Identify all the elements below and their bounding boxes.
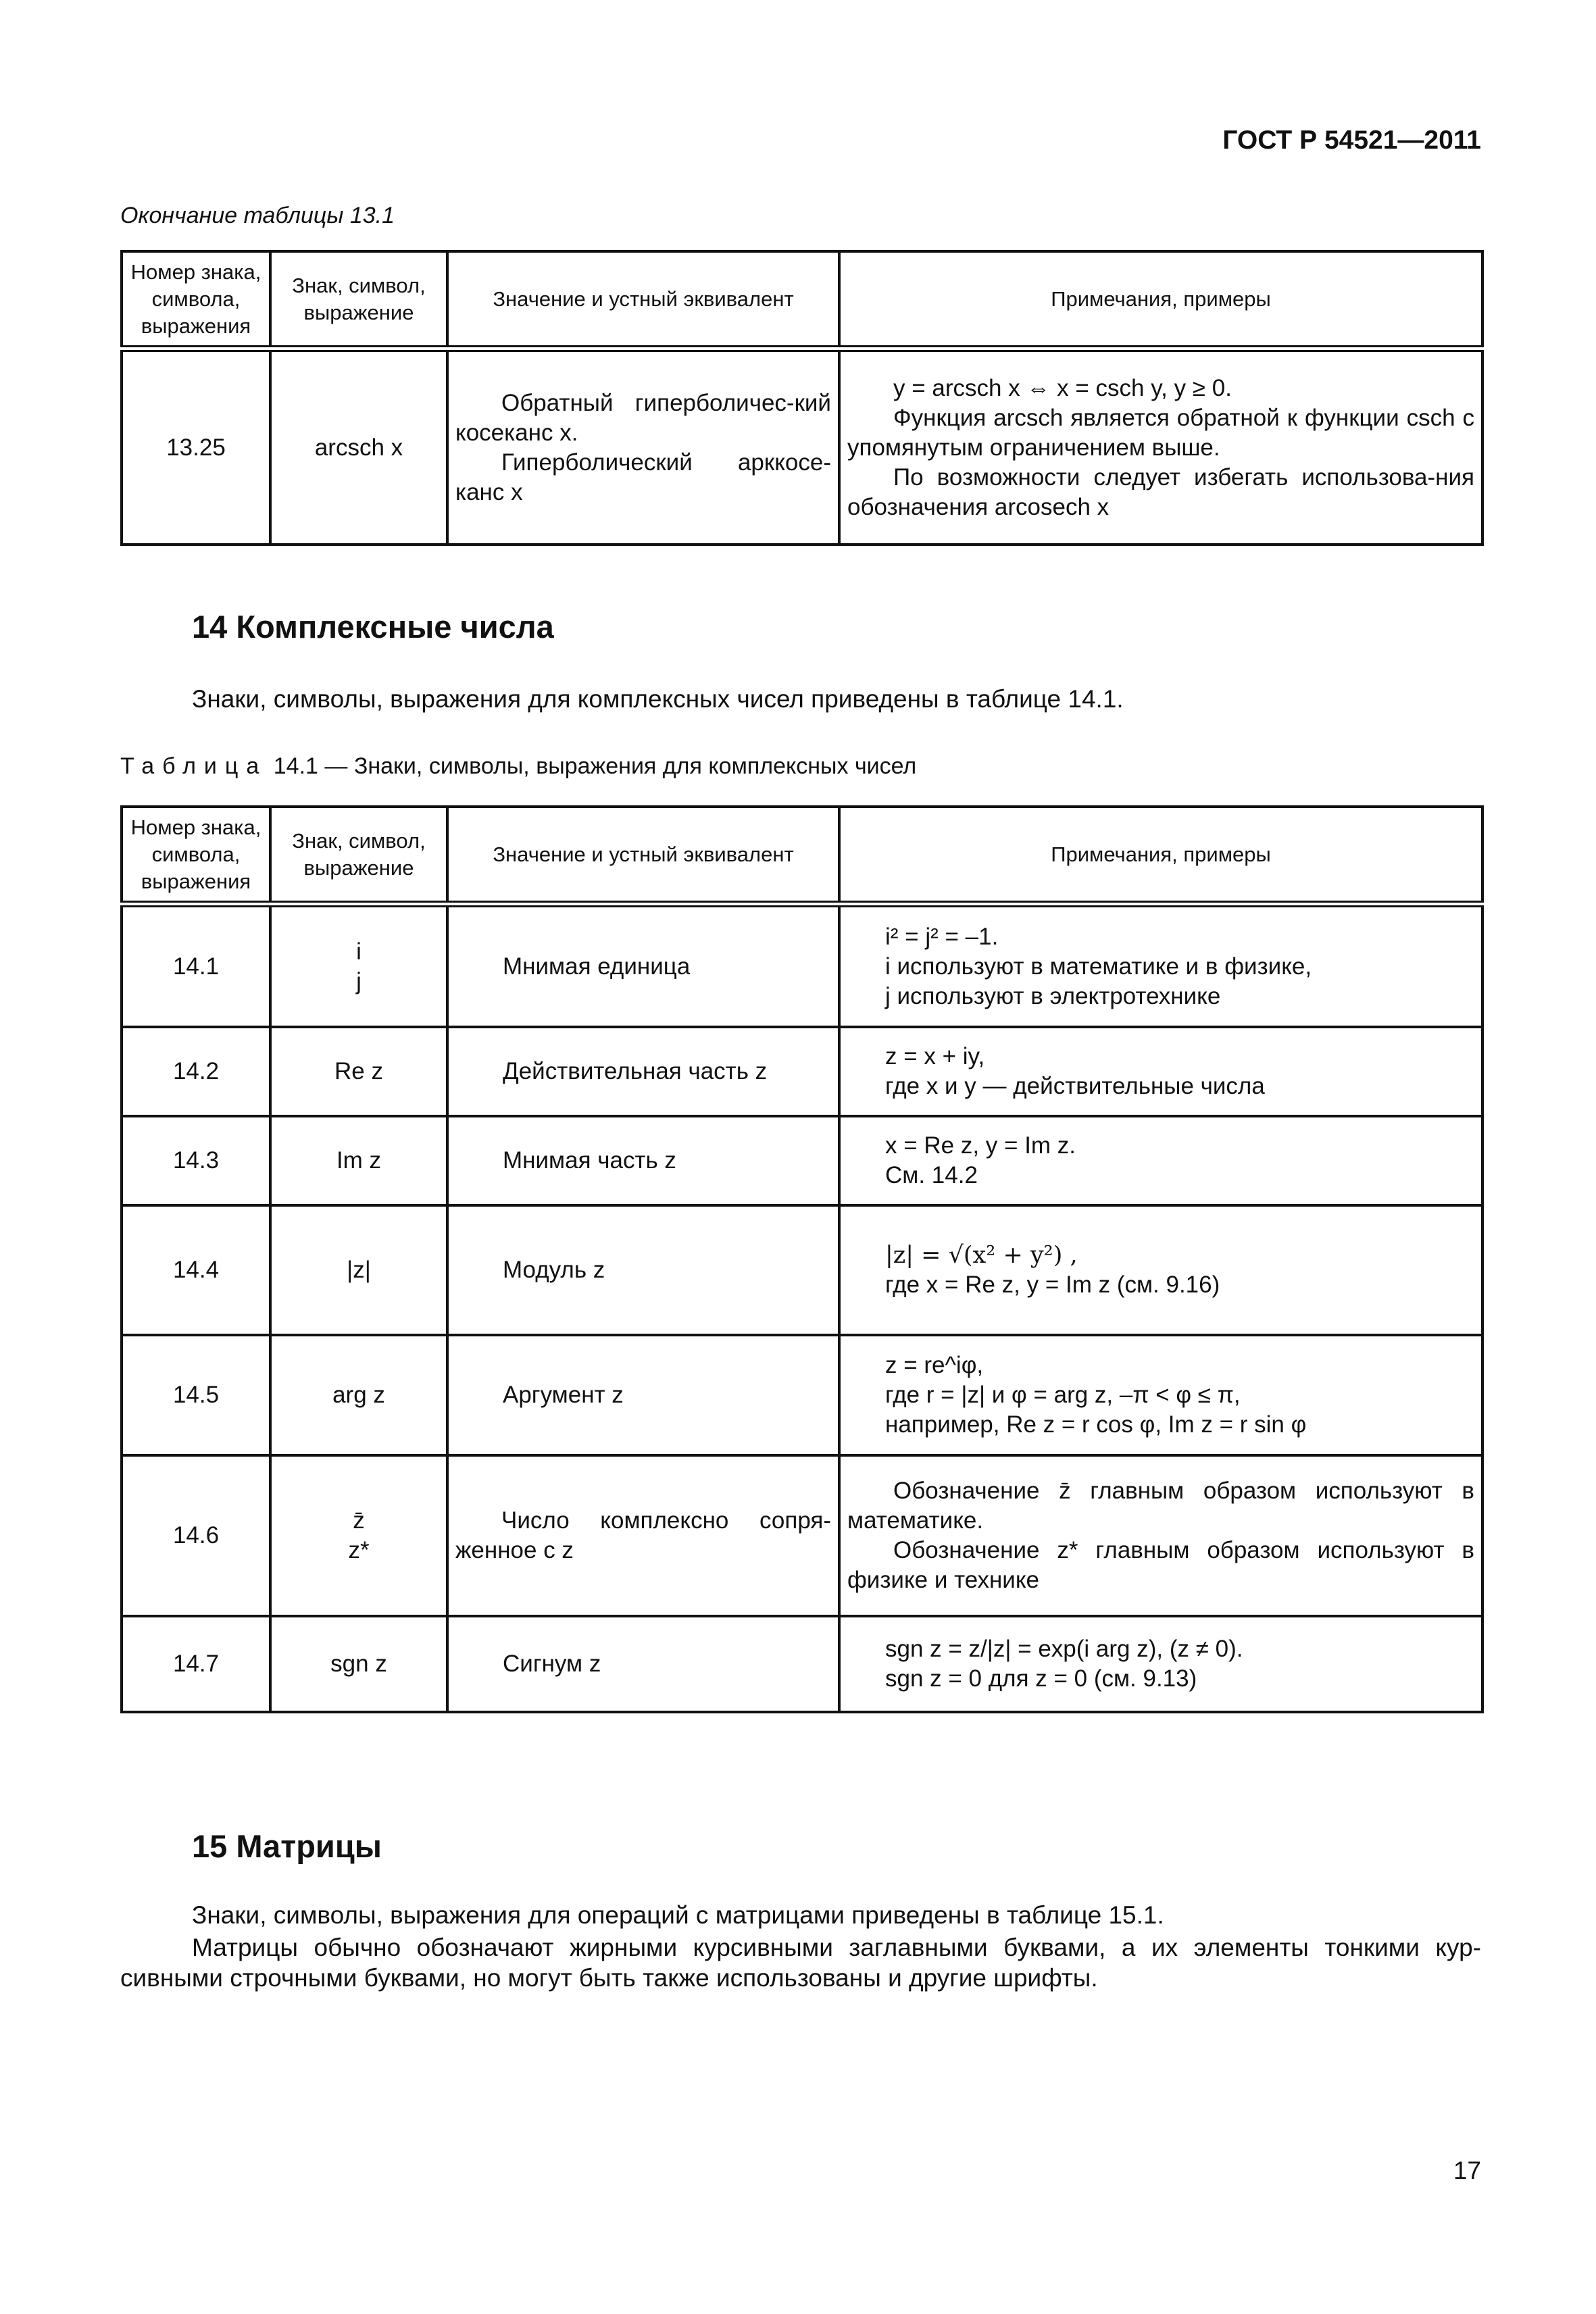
table-header-row xyxy=(122,807,1482,904)
row-number: 14.4 xyxy=(122,1205,270,1335)
table-14-1-caption xyxy=(120,753,916,780)
table-row xyxy=(122,1335,1482,1455)
note-line: z = re^iφ, xyxy=(885,1352,984,1378)
section-14-intro: Знаки, символы, выражения для комплексных чисел приведены в таблице 14.1. xyxy=(192,685,1124,713)
note-line: Функция arcsch является обратной к функции csch с упомянутым ограничением выше. xyxy=(847,404,1474,461)
table-row xyxy=(122,1616,1482,1712)
meaning-line: Число комплексно сопря-женное с z xyxy=(455,1507,831,1563)
table-header-row xyxy=(122,251,1482,349)
meaning-line: Обратный гиперболичес-кий косеканс x. xyxy=(455,389,831,446)
table-14-1 xyxy=(120,805,1484,1713)
note-line: См. 14.2 xyxy=(885,1162,978,1188)
section-15-paragraph: Знаки, символы, выражения для операций с матрицами приведены в таблице 15.1. xyxy=(192,1901,1164,1929)
row-sign: Im z xyxy=(270,1116,447,1205)
note-line: z = x + iy, xyxy=(885,1043,985,1070)
row-notes xyxy=(839,1027,1482,1116)
row-sign: sgn z xyxy=(270,1616,447,1712)
row-meaning xyxy=(447,349,839,545)
row-sign: |z| xyxy=(270,1205,447,1335)
sign-line: z* xyxy=(348,1537,370,1563)
col-header-sign: Знак, символ, выражение xyxy=(270,251,447,349)
col-header-notes: Примечания, примеры xyxy=(839,251,1482,349)
row-sign: Re z xyxy=(270,1027,447,1116)
col-header-number: Номер знака, символа, выражения xyxy=(122,251,270,349)
row-number: 13.25 xyxy=(122,349,270,545)
table-13-1-end xyxy=(120,250,1484,546)
row-sign: arcsch x xyxy=(270,349,447,545)
row-number: 14.2 xyxy=(122,1027,270,1116)
row-notes xyxy=(839,904,1482,1027)
row-number: 14.6 xyxy=(122,1455,270,1616)
row-meaning: Сигнум z xyxy=(447,1616,839,1712)
caption-word: Таблица xyxy=(120,753,268,779)
col-header-meaning: Значение и устный эквивалент xyxy=(447,807,839,904)
note-line: где r = |z| и φ = arg z, –π < φ ≤ π, xyxy=(885,1382,1241,1408)
col-header-meaning: Значение и устный эквивалент xyxy=(447,251,839,349)
note-line: x = Re z, y = Im z. xyxy=(885,1132,1076,1159)
sign-line: j xyxy=(356,967,361,995)
row-number: 14.1 xyxy=(122,904,270,1027)
note-line: i используют в математике и в физике, xyxy=(885,953,1312,980)
note-line: sgn z = 0 для z = 0 (см. 9.13) xyxy=(885,1665,1197,1692)
caption-text: 14.1 — Знаки, символы, выражения для комплексных чисел xyxy=(273,753,917,779)
note-line: j используют в электротехнике xyxy=(885,982,1221,1009)
table-row xyxy=(122,349,1482,545)
section-15-title: 15 Матрицы xyxy=(192,1828,382,1864)
row-meaning xyxy=(447,1455,839,1616)
row-notes xyxy=(839,1205,1482,1335)
row-sign xyxy=(270,1455,447,1616)
table-row xyxy=(122,1116,1482,1205)
sign-line: i xyxy=(356,938,361,965)
row-meaning: Мнимая единица xyxy=(447,904,839,1027)
table-row xyxy=(122,1205,1482,1335)
table-continuation-label: Окончание таблицы 13.1 xyxy=(120,203,395,228)
row-meaning: Мнимая часть z xyxy=(447,1116,839,1205)
modulus-formula: |z| = √(x² + y²) , xyxy=(885,1242,1078,1269)
row-meaning: Модуль z xyxy=(447,1205,839,1335)
row-notes xyxy=(839,1335,1482,1455)
note-line: По возможности следует избегать использова-ния обозначения arcosech x xyxy=(847,463,1474,520)
row-number: 14.7 xyxy=(122,1616,270,1712)
row-notes xyxy=(839,349,1482,545)
page-number: 17 xyxy=(1453,2157,1481,2184)
col-header-number: Номер знака, символа, выражения xyxy=(122,807,270,904)
section-15-paragraph: Матрицы обычно обозначают жирными курсивными заглавными буквами, а их элементы тонкими кур-сивными строчными буквами, но могут быть также использованы и другие шрифты. xyxy=(120,1934,1481,1992)
note-line: y = arcsch x ⇔ x = csch y, y ≥ 0. xyxy=(893,374,1232,401)
section-14-title: 14 Комплексные числа xyxy=(192,609,554,645)
row-sign: arg z xyxy=(270,1335,447,1455)
note-line: например, Re z = r cos φ, Im z = r sin φ xyxy=(885,1411,1307,1438)
row-number: 14.3 xyxy=(122,1116,270,1205)
meaning-line: Гиперболический арккосе-канс x xyxy=(455,449,831,505)
col-header-notes: Примечания, примеры xyxy=(839,807,1482,904)
row-sign xyxy=(270,904,447,1027)
note-line: Обозначение z* главным образом используют в физике и технике xyxy=(847,1537,1474,1593)
table-row xyxy=(122,1027,1482,1116)
note-line: где x = Re z, y = Im z (см. 9.16) xyxy=(885,1272,1220,1298)
row-meaning: Аргумент z xyxy=(447,1335,839,1455)
table-row xyxy=(122,1455,1482,1616)
row-meaning: Действительная часть z xyxy=(447,1027,839,1116)
note-line: где x и y — действительные числа xyxy=(885,1073,1265,1099)
note-line: i² = j² = –1. xyxy=(885,923,999,950)
row-number: 14.5 xyxy=(122,1335,270,1455)
row-notes xyxy=(839,1616,1482,1712)
note-line: sgn z = z/|z| = exp(i arg z), (z ≠ 0). xyxy=(885,1636,1243,1662)
sign-line: z̄ xyxy=(353,1507,365,1534)
document-code: ГОСТ Р 54521—2011 xyxy=(1222,126,1481,155)
note-line: Обозначение z̄ главным образом используют в математике. xyxy=(847,1478,1474,1534)
col-header-sign: Знак, символ, выражение xyxy=(270,807,447,904)
row-notes xyxy=(839,1455,1482,1616)
row-notes xyxy=(839,1116,1482,1205)
table-row xyxy=(122,904,1482,1027)
